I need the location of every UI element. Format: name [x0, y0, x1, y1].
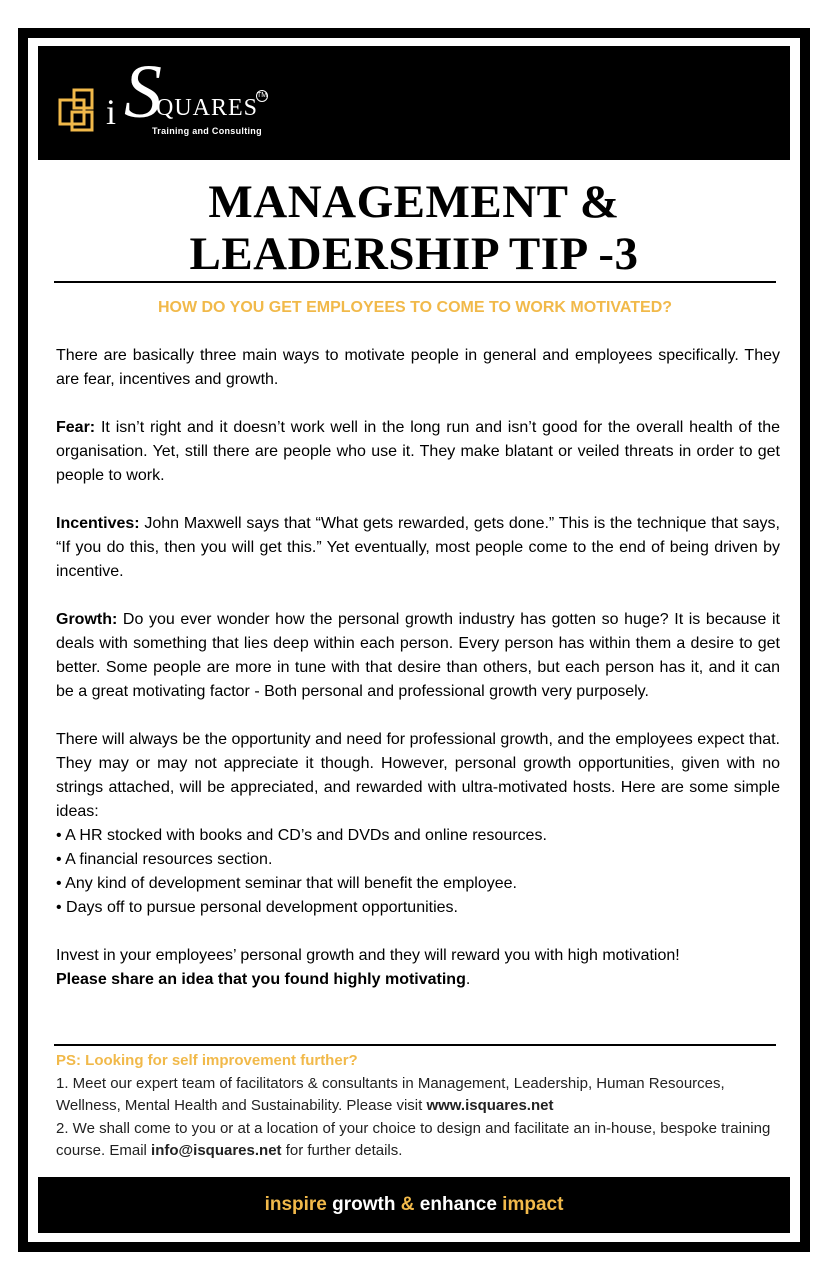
slogan-word-enhance: enhance: [414, 1194, 503, 1215]
article-body: [56, 344, 780, 992]
growth-paragraph: [56, 608, 780, 704]
incentives-paragraph: [56, 512, 780, 584]
title-line-2: LEADERSHIP TIP -3: [189, 228, 639, 280]
title-divider: [54, 281, 776, 283]
slogan-word-growth: growth: [326, 1194, 401, 1215]
list-item: • A financial resources section.: [56, 851, 273, 868]
ps-title: PS: Looking for self improvement further?: [56, 1052, 358, 1069]
growth-text: Do you ever wonder how the personal growth industry has gotten so huge? It is because it deals with something that lies deep within each person. Every person has within them a desire to get better. Some people are more in tune with that desire than others, but each person has it, and it can be a great motivating factor - Both personal and professional growth very purposely.: [56, 611, 780, 700]
logo-letter-i: i: [106, 92, 117, 132]
ps-item-2: [56, 1118, 780, 1163]
ideas-list: [56, 824, 780, 920]
ps-section: [56, 1050, 780, 1163]
logo-tagline: Training and Consulting: [152, 126, 262, 136]
ps-item-2-end: for further details.: [281, 1142, 403, 1159]
fear-paragraph: [56, 416, 780, 488]
fear-text: It isn’t right and it doesn’t work well in the long run and isn’t good for the overall health of the organisation. Yet, still there are people who use it. They make blatant or veiled threats in order to get people to work.: [56, 419, 780, 484]
slogan-word-impact: impact: [502, 1194, 564, 1215]
slogan-word-inspire: inspire: [264, 1194, 327, 1215]
email-link[interactable]: info@isquares.net: [151, 1142, 282, 1159]
growth-label: Growth:: [56, 611, 118, 628]
closing-paragraph: [56, 944, 780, 992]
ps-divider: [54, 1044, 776, 1046]
intro-paragraph: There are basically three main ways to motivate people in general and employees specifically. They are fear, incentives and growth.: [56, 347, 780, 388]
ps-item-1: [56, 1073, 780, 1118]
ps-item-2-text: 2. We shall come to you or at a location of your choice to design and facilitate an in-house, bespoke training course. Email: [56, 1119, 771, 1159]
call-to-action-end: .: [465, 971, 471, 988]
incentives-label: Incentives:: [56, 515, 140, 532]
call-to-action: Please share an idea that you found highly motivating: [56, 971, 466, 988]
closing-text: Invest in your employees’ personal growth and they will reward you with high motivation!: [56, 947, 680, 964]
slogan-ampersand: &: [400, 1194, 415, 1215]
header-bar: [38, 46, 790, 160]
page-title: [38, 176, 790, 280]
incentives-text: John Maxwell says that “What gets rewarded, gets done.” This is the technique that says, “If you do this, then you will get this.” Yet eventually, most people come to the end of being driven by incentive.: [56, 515, 780, 580]
website-link[interactable]: www.isquares.net: [426, 1097, 554, 1114]
logo-wordmark: QUARES: [156, 95, 259, 121]
section-question: HOW DO YOU GET EMPLOYEES TO COME TO WORK MOTIVATED?: [157, 299, 673, 316]
list-item: • A HR stocked with books and CD’s and DVDs and online resources.: [56, 827, 547, 844]
logo-squares-icon: [58, 86, 106, 134]
list-item: • Days off to pursue personal development opportunities.: [56, 899, 458, 916]
title-line-1: MANAGEMENT &: [208, 176, 620, 228]
fear-label: Fear:: [56, 419, 96, 436]
list-item: • Any kind of development seminar that will benefit the employee.: [56, 875, 517, 892]
opportunity-paragraph: There will always be the opportunity and need for professional growth, and the employees expect that. They may or may not appreciate it though. However, personal growth opportunities, given with no strings attached, will be appreciated, and rewarded with ultra-motivated hosts. Here are some simple ideas:: [56, 731, 780, 820]
footer-slogan: [38, 1177, 790, 1233]
trademark-icon: TM: [256, 90, 268, 102]
logo-letter-s: S: [124, 50, 162, 134]
ps-item-1-text: 1. Meet our expert team of facilitators & consultants in Management, Leadership, Human Resources, Wellness, Mental Health and Sustainability. Please visit: [56, 1074, 725, 1114]
